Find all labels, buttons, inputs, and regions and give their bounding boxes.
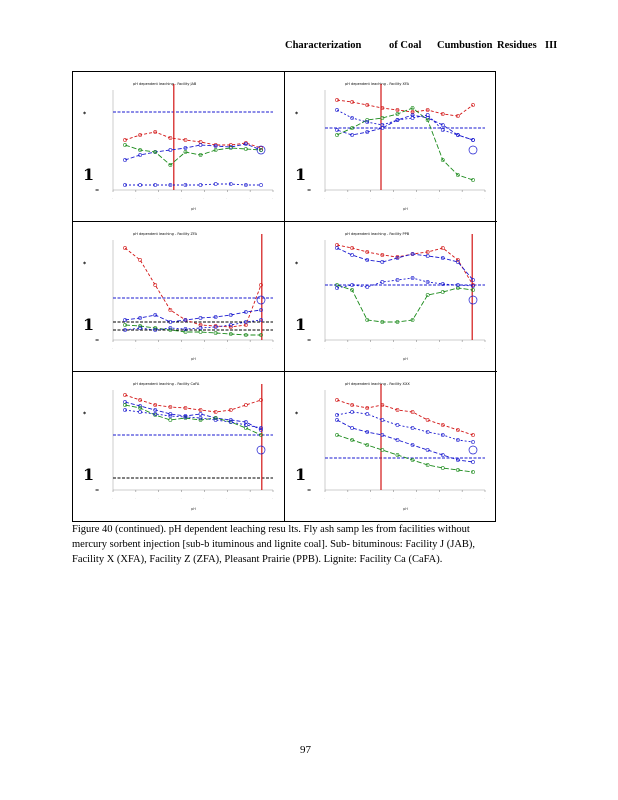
chart-panel-4	[285, 222, 497, 372]
panel-title: pH dependent leaching - Facility CaFA	[133, 382, 200, 386]
x-axis-label: pH	[191, 507, 196, 511]
data-series-line	[125, 144, 261, 160]
chart-svg-4	[285, 222, 497, 372]
x-tick-label: ·	[484, 346, 485, 350]
panel-title: pH dependent leaching - Facility PPB	[345, 232, 410, 236]
caption-line-2: mercury sorbent injection [sub-b ituminous and lignite coal]. Sub- bituminous: Facility J (JAB),	[72, 539, 476, 550]
chart-panel-1	[73, 72, 285, 222]
y-axis-value-marker: 1	[295, 165, 307, 184]
x-tick-label: ·	[112, 196, 113, 200]
y-axis-marker: *	[295, 111, 299, 118]
x-tick-label: ·	[415, 346, 417, 350]
data-series-line	[125, 395, 261, 412]
data-series-line	[125, 320, 261, 330]
x-tick-label: ·	[112, 346, 113, 350]
x-tick-label: ·	[134, 496, 136, 500]
highlight-circle	[257, 296, 265, 304]
x-tick-label: ·	[134, 346, 136, 350]
chart-svg-5	[73, 372, 285, 522]
x-tick-label: ·	[324, 346, 325, 350]
x-tick-label: ·	[157, 346, 159, 350]
data-series-line	[337, 100, 473, 116]
data-series-line	[337, 285, 473, 322]
data-series-line	[337, 400, 473, 435]
page-number: 97	[300, 744, 311, 756]
y-axis-min-marker: =	[95, 188, 100, 194]
x-tick-label: ·	[415, 496, 417, 500]
x-tick-label: ·	[180, 196, 182, 200]
highlight-circle	[469, 296, 477, 304]
x-tick-label: ·	[324, 196, 325, 200]
x-tick-label: ·	[249, 196, 251, 200]
x-tick-label: ·	[272, 496, 273, 500]
x-tick-label: ·	[272, 346, 273, 350]
y-axis-min-marker: =	[307, 488, 312, 494]
x-axis-label: pH	[191, 207, 196, 211]
data-series-line	[125, 248, 261, 327]
data-point	[441, 123, 444, 126]
y-axis-min-marker: =	[307, 188, 312, 194]
panel-title: pH dependent leaching - Facility XFA	[345, 82, 410, 86]
figure-grid	[72, 71, 496, 522]
x-tick-label: ·	[112, 496, 113, 500]
chart-panel-3	[73, 222, 285, 372]
x-tick-label: ·	[369, 196, 371, 200]
data-series-line	[125, 145, 261, 165]
y-axis-marker: *	[83, 261, 87, 268]
x-axis-label: pH	[403, 357, 408, 361]
data-series-line	[125, 310, 261, 322]
header-word-1: Characterization	[285, 40, 362, 51]
header-word-3: Cumbustion	[437, 40, 493, 51]
x-tick-label: ·	[392, 346, 394, 350]
x-tick-label: ·	[272, 196, 273, 200]
chart-svg-2	[285, 72, 497, 222]
chart-panel-6	[285, 372, 497, 522]
panel-title: pH dependent leaching - Facility XXX	[345, 382, 410, 386]
x-tick-label: ·	[438, 496, 440, 500]
highlight-circle	[257, 446, 265, 454]
y-axis-value-marker: 1	[295, 465, 307, 484]
x-tick-label: ·	[249, 496, 251, 500]
chart-svg-1	[73, 72, 285, 222]
x-tick-label: ·	[157, 196, 159, 200]
data-series-line	[337, 278, 473, 288]
x-tick-label: ·	[346, 496, 348, 500]
panel-title: pH dependent leaching - Facility ZFA	[133, 232, 198, 236]
chart-svg-3	[73, 222, 285, 372]
highlight-circle	[469, 446, 477, 454]
x-tick-label: ·	[461, 496, 463, 500]
x-tick-label: ·	[438, 346, 440, 350]
y-axis-marker: *	[83, 111, 87, 118]
caption-line-1: Figure 40 (continued). pH dependent leaching resu lts. Fly ash samp les from facilities without	[72, 524, 470, 535]
x-tick-label: ·	[346, 196, 348, 200]
highlight-circle	[469, 146, 477, 154]
x-tick-label: ·	[438, 196, 440, 200]
y-axis-value-marker: 1	[83, 315, 95, 334]
x-tick-label: ·	[415, 196, 417, 200]
data-series-line	[125, 132, 261, 148]
data-series-line	[337, 248, 473, 280]
x-tick-label: ·	[134, 196, 136, 200]
data-point	[456, 260, 459, 263]
caption-line-3: Facility X (XFA), Facility Z (ZFA), Pleasant Prairie (PPB). Lignite: Facility Ca (CaFA).	[72, 554, 443, 565]
x-tick-label: ·	[461, 196, 463, 200]
data-point	[351, 253, 354, 256]
data-series-line	[337, 420, 473, 462]
header-word-4: Residues	[497, 40, 537, 51]
data-point	[154, 283, 157, 286]
x-tick-label: ·	[369, 346, 371, 350]
data-point	[426, 293, 429, 296]
figure-caption	[72, 522, 532, 567]
x-tick-label: ·	[461, 346, 463, 350]
y-axis-value-marker: 1	[83, 165, 95, 184]
y-axis-min-marker: =	[95, 338, 100, 344]
x-tick-label: ·	[369, 496, 371, 500]
x-tick-label: ·	[249, 346, 251, 350]
panel-title: pH dependent leaching - Facility JAB	[133, 82, 197, 86]
x-tick-label: ·	[226, 346, 228, 350]
data-series-line	[125, 405, 261, 435]
data-series-line	[337, 108, 473, 180]
x-tick-label: ·	[203, 496, 205, 500]
y-axis-value-marker: 1	[295, 315, 307, 334]
y-axis-value-marker: 1	[83, 465, 95, 484]
x-tick-label: ·	[226, 496, 228, 500]
x-tick-label: ·	[157, 496, 159, 500]
x-tick-label: ·	[484, 496, 485, 500]
x-tick-label: ·	[392, 196, 394, 200]
x-tick-label: ·	[203, 346, 205, 350]
chart-svg-6	[285, 372, 497, 522]
running-header	[285, 40, 558, 54]
x-axis-label: pH	[403, 207, 408, 211]
x-tick-label: ·	[324, 496, 325, 500]
x-tick-label: ·	[346, 346, 348, 350]
header-word-2: of Coal	[389, 40, 422, 51]
x-tick-label: ·	[180, 346, 182, 350]
x-axis-label: pH	[191, 357, 196, 361]
data-series-line	[337, 435, 473, 472]
y-axis-marker: *	[295, 411, 299, 418]
y-axis-marker: *	[83, 411, 87, 418]
x-tick-label: ·	[392, 496, 394, 500]
header-word-5: III	[545, 40, 558, 51]
data-point	[139, 258, 142, 261]
x-tick-label: ·	[226, 196, 228, 200]
x-tick-label: ·	[484, 196, 485, 200]
y-axis-min-marker: =	[307, 338, 312, 344]
data-series-line	[337, 412, 473, 442]
chart-panel-2	[285, 72, 497, 222]
x-tick-label: ·	[180, 496, 182, 500]
data-series-line	[337, 115, 473, 140]
chart-panel-5	[73, 372, 285, 522]
x-tick-label: ·	[203, 196, 205, 200]
data-series-line	[125, 184, 261, 185]
y-axis-marker: *	[295, 261, 299, 268]
y-axis-min-marker: =	[95, 488, 100, 494]
x-axis-label: pH	[403, 507, 408, 511]
